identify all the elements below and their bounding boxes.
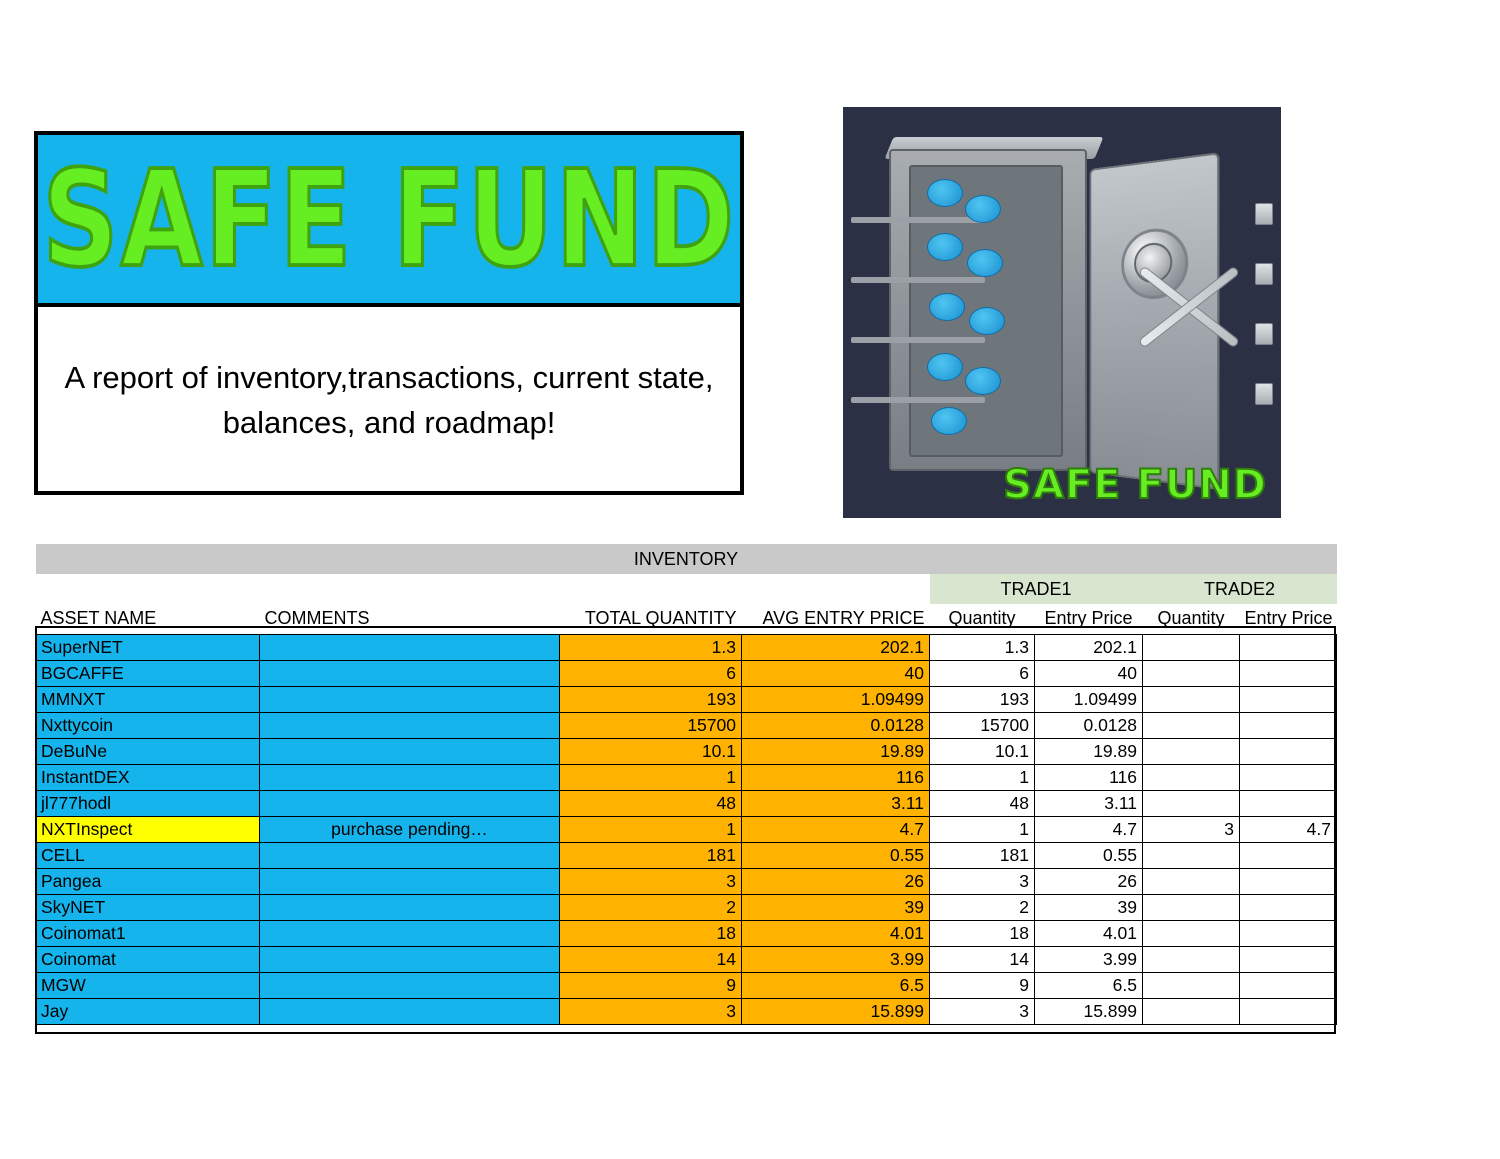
column-header-comments: COMMENTS — [260, 604, 560, 634]
nxt-coin-icon — [927, 179, 963, 207]
inventory-spreadsheet — [35, 544, 1336, 1025]
trade-group-header-row — [36, 574, 1337, 604]
nxt-coin-icon — [929, 293, 965, 321]
cell-avg-entry-price[interactable]: 39 — [742, 894, 930, 920]
nxt-coin-icon — [967, 249, 1003, 277]
nxt-coin-icon — [969, 307, 1005, 335]
table-row[interactable] — [36, 998, 1337, 1024]
cell-comments[interactable] — [260, 686, 560, 712]
cell-trade2-quantity[interactable] — [1143, 946, 1240, 972]
title-block — [34, 131, 744, 495]
cell-trade1-entry-price[interactable]: 26 — [1035, 868, 1143, 894]
cell-total-quantity[interactable]: 10.1 — [560, 738, 742, 764]
cell-trade1-entry-price[interactable]: 19.89 — [1035, 738, 1143, 764]
cell-avg-entry-price[interactable]: 116 — [742, 764, 930, 790]
cell-avg-entry-price[interactable]: 0.0128 — [742, 712, 930, 738]
cell-trade2-quantity[interactable] — [1143, 634, 1240, 660]
cell-asset-name[interactable]: DeBuNe — [36, 738, 260, 764]
cell-comments[interactable]: purchase pending… — [260, 816, 560, 842]
cell-avg-entry-price[interactable]: 26 — [742, 868, 930, 894]
subtitle-text: A report of inventory,transactions, current state, balances, and roadmap! — [64, 360, 714, 440]
cell-trade1-quantity[interactable]: 1.3 — [930, 634, 1035, 660]
cell-trade1-quantity[interactable]: 15700 — [930, 712, 1035, 738]
cell-avg-entry-price[interactable]: 1.09499 — [742, 686, 930, 712]
cell-trade1-quantity[interactable]: 3 — [930, 998, 1035, 1024]
cell-comments[interactable] — [260, 998, 560, 1024]
cell-total-quantity[interactable]: 9 — [560, 972, 742, 998]
cell-trade2-quantity[interactable] — [1143, 920, 1240, 946]
cell-trade1-entry-price[interactable]: 15.899 — [1035, 998, 1143, 1024]
safe-shelf — [851, 277, 985, 283]
cell-asset-name[interactable]: Coinomat — [36, 946, 260, 972]
inventory-banner-row — [36, 544, 1337, 574]
cell-avg-entry-price[interactable]: 15.899 — [742, 998, 930, 1024]
cell-trade1-entry-price[interactable]: 4.01 — [1035, 920, 1143, 946]
safe-shelf — [851, 337, 985, 343]
table-row[interactable] — [36, 842, 1337, 868]
cell-trade1-quantity[interactable]: 9 — [930, 972, 1035, 998]
cell-total-quantity[interactable]: 181 — [560, 842, 742, 868]
cell-comments[interactable] — [260, 946, 560, 972]
cell-comments[interactable] — [260, 660, 560, 686]
cell-trade2-entry-price[interactable] — [1240, 998, 1337, 1024]
cell-asset-name[interactable]: NXTInspect — [36, 816, 260, 842]
nxt-coin-icon — [927, 233, 963, 261]
spacer-cell — [36, 574, 260, 604]
table-row[interactable] — [36, 816, 1337, 842]
cell-trade2-quantity[interactable] — [1143, 660, 1240, 686]
trade1-group-header: TRADE1 — [930, 574, 1143, 604]
table-row[interactable] — [36, 634, 1337, 660]
safe-bolt — [1255, 383, 1273, 405]
column-header-trade1-entry-price: Entry Price — [1035, 604, 1143, 634]
cell-trade2-entry-price[interactable] — [1240, 868, 1337, 894]
cell-asset-name[interactable]: SkyNET — [36, 894, 260, 920]
cell-trade2-entry-price[interactable] — [1240, 712, 1337, 738]
cell-trade1-quantity[interactable]: 18 — [930, 920, 1035, 946]
inventory-table — [35, 544, 1337, 1025]
safe-image-caption: SAFE FUND — [1003, 462, 1267, 508]
cell-trade1-entry-price[interactable]: 3.11 — [1035, 790, 1143, 816]
cell-asset-name[interactable]: CELL — [36, 842, 260, 868]
nxt-coin-icon — [965, 367, 1001, 395]
cell-trade1-entry-price[interactable]: 3.99 — [1035, 946, 1143, 972]
cell-trade2-entry-price[interactable] — [1240, 660, 1337, 686]
cell-trade1-entry-price[interactable]: 39 — [1035, 894, 1143, 920]
cell-trade2-entry-price[interactable] — [1240, 686, 1337, 712]
cell-trade2-entry-price[interactable] — [1240, 946, 1337, 972]
table-row[interactable] — [36, 738, 1337, 764]
table-row[interactable] — [36, 764, 1337, 790]
cell-trade2-entry-price[interactable] — [1240, 634, 1337, 660]
cell-comments[interactable] — [260, 712, 560, 738]
column-header-avg-entry-price: AVG ENTRY PRICE — [742, 604, 930, 634]
column-header-trade2-entry-price: Entry Price — [1240, 604, 1337, 634]
cell-comments[interactable] — [260, 634, 560, 660]
table-row[interactable] — [36, 712, 1337, 738]
cell-avg-entry-price[interactable]: 4.01 — [742, 920, 930, 946]
cell-avg-entry-price[interactable]: 4.7 — [742, 816, 930, 842]
safe-illustration — [843, 107, 1281, 518]
cell-trade1-quantity[interactable]: 10.1 — [930, 738, 1035, 764]
cell-trade2-entry-price[interactable] — [1240, 894, 1337, 920]
cell-comments[interactable] — [260, 842, 560, 868]
nxt-coin-icon — [927, 353, 963, 381]
cell-avg-entry-price[interactable]: 3.99 — [742, 946, 930, 972]
cell-avg-entry-price[interactable]: 3.11 — [742, 790, 930, 816]
cell-asset-name[interactable]: jl777hodl — [36, 790, 260, 816]
cell-trade2-entry-price[interactable] — [1240, 790, 1337, 816]
table-row[interactable] — [36, 972, 1337, 998]
column-header-trade1-quantity: Quantity — [930, 604, 1035, 634]
cell-asset-name[interactable]: Jay — [36, 998, 260, 1024]
cell-trade1-quantity[interactable]: 181 — [930, 842, 1035, 868]
nxt-coin-icon — [931, 407, 967, 435]
cell-trade1-quantity[interactable]: 6 — [930, 660, 1035, 686]
cell-trade1-entry-price[interactable]: 6.5 — [1035, 972, 1143, 998]
cell-trade1-entry-price[interactable]: 116 — [1035, 764, 1143, 790]
cell-trade2-quantity[interactable] — [1143, 712, 1240, 738]
cell-comments[interactable] — [260, 920, 560, 946]
spacer-cell — [260, 574, 560, 604]
cell-trade2-entry-price[interactable] — [1240, 842, 1337, 868]
cell-trade1-entry-price[interactable]: 1.09499 — [1035, 686, 1143, 712]
cell-trade1-quantity[interactable]: 2 — [930, 894, 1035, 920]
cell-trade2-entry-price[interactable] — [1240, 972, 1337, 998]
cell-asset-name[interactable]: Nxttycoin — [36, 712, 260, 738]
cell-avg-entry-price[interactable]: 0.55 — [742, 842, 930, 868]
safe-fund-logo-text: SAFE FUND — [41, 140, 737, 298]
cell-trade2-quantity[interactable]: 3 — [1143, 816, 1240, 842]
cell-trade2-quantity[interactable] — [1143, 868, 1240, 894]
inventory-banner-cell: INVENTORY — [36, 544, 1337, 574]
cell-trade1-quantity[interactable]: 1 — [930, 816, 1035, 842]
cell-total-quantity[interactable]: 1.3 — [560, 634, 742, 660]
column-header-asset-name: ASSET NAME — [36, 604, 260, 634]
cell-trade1-quantity[interactable]: 14 — [930, 946, 1035, 972]
table-row[interactable] — [36, 894, 1337, 920]
cell-comments[interactable] — [260, 764, 560, 790]
cell-trade2-quantity[interactable] — [1143, 972, 1240, 998]
table-row[interactable] — [36, 946, 1337, 972]
cell-total-quantity[interactable]: 2 — [560, 894, 742, 920]
cell-avg-entry-price[interactable]: 202.1 — [742, 634, 930, 660]
cell-trade1-entry-price[interactable]: 40 — [1035, 660, 1143, 686]
cell-asset-name[interactable]: Pangea — [36, 868, 260, 894]
spacer-cell — [560, 574, 742, 604]
spacer-cell — [742, 574, 930, 604]
column-header-row — [36, 604, 1337, 634]
cell-trade2-quantity[interactable] — [1143, 842, 1240, 868]
cell-trade2-entry-price[interactable] — [1240, 738, 1337, 764]
cell-trade1-quantity[interactable]: 193 — [930, 686, 1035, 712]
cell-avg-entry-price[interactable]: 6.5 — [742, 972, 930, 998]
cell-asset-name[interactable]: BGCAFFE — [36, 660, 260, 686]
cell-total-quantity[interactable]: 1 — [560, 764, 742, 790]
cell-trade2-quantity[interactable] — [1143, 686, 1240, 712]
cell-total-quantity[interactable]: 18 — [560, 920, 742, 946]
nxt-coin-icon — [965, 195, 1001, 223]
column-header-trade2-quantity: Quantity — [1143, 604, 1240, 634]
cell-trade2-quantity[interactable] — [1143, 998, 1240, 1024]
cell-trade2-quantity[interactable] — [1143, 894, 1240, 920]
cell-trade1-entry-price[interactable]: 4.7 — [1035, 816, 1143, 842]
safe-bolt — [1255, 203, 1273, 225]
cell-trade2-quantity[interactable] — [1143, 738, 1240, 764]
safe-bolt — [1255, 263, 1273, 285]
cell-total-quantity[interactable]: 15700 — [560, 712, 742, 738]
cell-trade1-entry-price[interactable]: 0.55 — [1035, 842, 1143, 868]
cell-asset-name[interactable]: Coinomat1 — [36, 920, 260, 946]
cell-total-quantity[interactable]: 3 — [560, 868, 742, 894]
subtitle-block — [38, 307, 740, 495]
cell-comments[interactable] — [260, 790, 560, 816]
cell-trade1-quantity[interactable]: 3 — [930, 868, 1035, 894]
cell-total-quantity[interactable]: 6 — [560, 660, 742, 686]
cell-avg-entry-price[interactable]: 40 — [742, 660, 930, 686]
cell-total-quantity[interactable]: 193 — [560, 686, 742, 712]
title-banner — [38, 135, 740, 307]
table-row[interactable] — [36, 686, 1337, 712]
cell-asset-name[interactable]: InstantDEX — [36, 764, 260, 790]
cell-trade2-entry-price[interactable] — [1240, 764, 1337, 790]
safe-shelf — [851, 217, 985, 223]
cell-trade2-quantity[interactable] — [1143, 764, 1240, 790]
cell-total-quantity[interactable]: 48 — [560, 790, 742, 816]
table-row[interactable] — [36, 790, 1337, 816]
safe-shelf — [851, 397, 985, 403]
column-header-total-quantity: TOTAL QUANTITY — [560, 604, 742, 634]
cell-trade1-entry-price[interactable]: 202.1 — [1035, 634, 1143, 660]
cell-comments[interactable] — [260, 894, 560, 920]
cell-total-quantity[interactable]: 3 — [560, 998, 742, 1024]
cell-trade1-entry-price[interactable]: 0.0128 — [1035, 712, 1143, 738]
cell-avg-entry-price[interactable]: 19.89 — [742, 738, 930, 764]
cell-asset-name[interactable]: MGW — [36, 972, 260, 998]
cell-trade1-quantity[interactable]: 48 — [930, 790, 1035, 816]
safe-bolt — [1255, 323, 1273, 345]
cell-comments[interactable] — [260, 738, 560, 764]
cell-comments[interactable] — [260, 868, 560, 894]
cell-asset-name[interactable]: MMNXT — [36, 686, 260, 712]
trade2-group-header: TRADE2 — [1143, 574, 1337, 604]
cell-total-quantity[interactable]: 14 — [560, 946, 742, 972]
cell-comments[interactable] — [260, 972, 560, 998]
table-row[interactable] — [36, 920, 1337, 946]
cell-trade2-quantity[interactable] — [1143, 790, 1240, 816]
cell-total-quantity[interactable]: 1 — [560, 816, 742, 842]
cell-trade1-quantity[interactable]: 1 — [930, 764, 1035, 790]
cell-trade2-entry-price[interactable]: 4.7 — [1240, 816, 1337, 842]
cell-asset-name[interactable]: SuperNET — [36, 634, 260, 660]
inventory-rows — [36, 634, 1337, 1024]
table-row[interactable] — [36, 868, 1337, 894]
table-row[interactable] — [36, 660, 1337, 686]
cell-trade2-entry-price[interactable] — [1240, 920, 1337, 946]
